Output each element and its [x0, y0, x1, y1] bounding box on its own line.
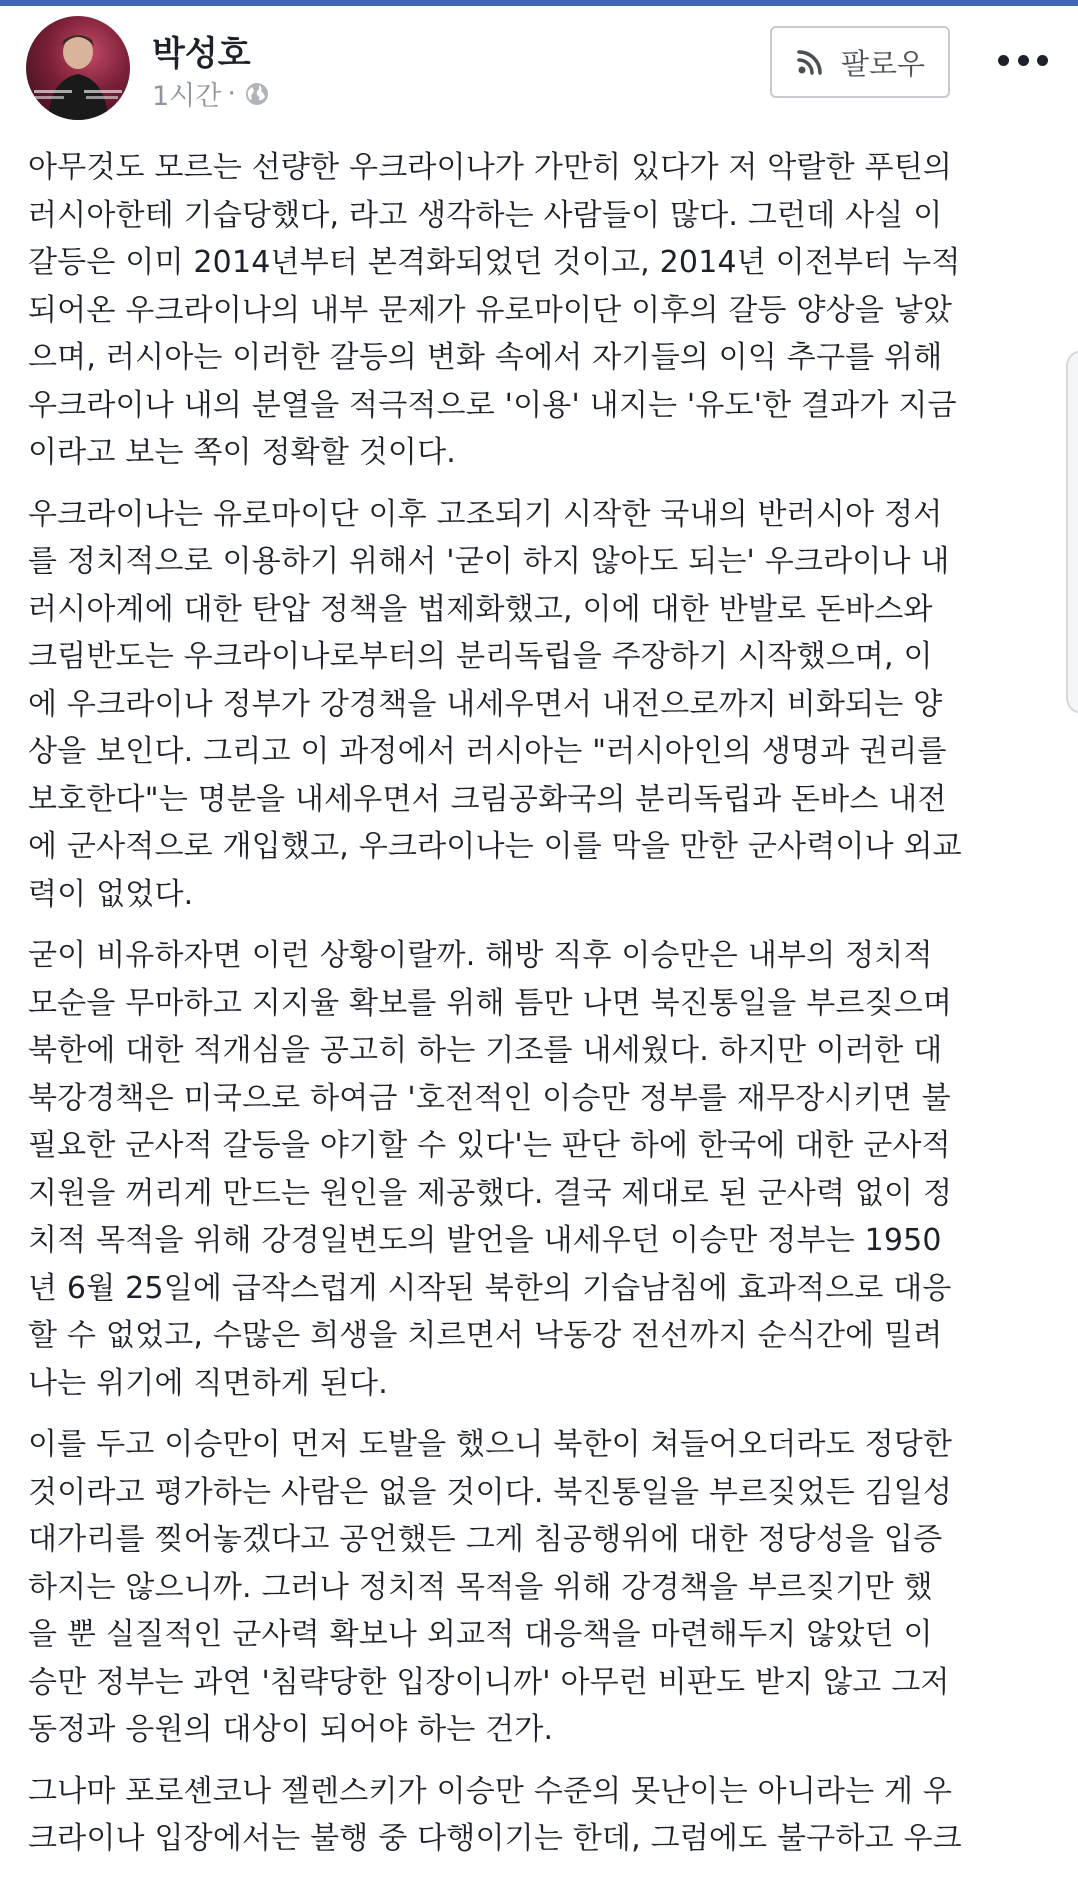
meta-separator: · — [227, 78, 236, 109]
more-dot — [1018, 55, 1029, 66]
post-header — [0, 6, 1078, 126]
post-paragraph-1: 아무것도 모르는 선량한 우크라이나가 가만히 있다가 저 악랄한 푸틴의 러시아한테 기습당했다, 라고 생각하는 사람들이 많다. 그런데 사실 이 갈등은 이미 2014년부터 본격화되었던 것이고, 2014년 이전부터 누적 되어온 우크라이나의 내부 문제가 유로마이단 이후의 갈등 양상을 낳았 으며, 러시아는 이러한 갈등의 변화 속에서 자기들의 이익 추구를 위해 우크라이나 내의 분열을 적극적으로 '이용' 내지는 '유도'한 결과가 지금 이라고 보는 쪽이 정확할 것이다. — [28, 150, 961, 470]
avatar[interactable] — [26, 16, 130, 120]
post-paragraph-5: 그나마 포로셴코나 젤렌스키가 이승만 수준의 못난이는 아니라는 게 우 크라이나 입장에서는 불행 중 다행이기는 한데, 그럼에도 불구하고 우크 — [28, 1773, 962, 1856]
more-dot — [998, 55, 1009, 66]
author-name[interactable]: 박성호 — [152, 34, 251, 74]
post-timestamp[interactable]: 1시간 — [152, 81, 222, 112]
post-meta — [152, 74, 270, 113]
post-paragraph-2: 우크라이나는 유로마이단 이후 고조되기 시작한 국내의 반러시아 정서 를 정치적으로 이용하기 위해서 '굳이 하지 않아도 되는' 우크라이나 내 러시아계에 대한 탄압 정책을 법제화했고, 이에 대한 반발로 돈바스와 크림반도는 우크라이나로부터의 분리독립을 주장하기 시작했으며, 이 에 우크라이나 정부가 강경책을 내세우면서 내전으로까지 비화되는 양 상을 보인다. 그리고 이 과정에서 러시아는 "러시아인의 생명과 권리를 보호한다"는 명분을 내세우면서 크림공화국의 분리독립과 돈바스 내전 에 군사적으로 개입했고, 우크라이나는 이를 막을 만한 군사력이나 외교 력이 없었다. — [28, 496, 962, 912]
post-body — [28, 144, 1058, 1877]
more-dot — [1037, 55, 1048, 66]
follow-button-label: 팔로우 — [840, 46, 926, 81]
post-paragraph-3: 굳이 비유하자면 이런 상황이랄까. 해방 직후 이승만은 내부의 정치적 모순을 무마하고 지지율 확보를 위해 틈만 나면 북진통일을 부르짖으며 북한에 대한 적개심을 공고히 하는 기조를 내세웠다. 하지만 이러한 대 북강경책은 미국으로 하여금 '호전적인 이승만 정부를 재무장시키면 불 필요한 군사적 갈등을 야기할 수 있다'는 판단 하에 한국에 대한 군사적 지원을 꺼리게 만드는 원인을 제공했다. 결국 제대로 된 군사력 없이 정 치적 목적을 위해 강경일변도의 발언을 내세우던 이승만 정부는 1950 년 6월 25일에 급작스럽게 시작된 북한의 기습남침에 효과적으로 대응 할 수 없었고, 수많은 희생을 치르면서 낙동강 전선까지 순식간에 밀려 나는 위기에 직면하게 된다. — [28, 938, 953, 1401]
follow-button[interactable] — [770, 26, 950, 98]
more-dots-icon[interactable] — [998, 50, 1048, 70]
scroll-indicator[interactable] — [1066, 350, 1078, 714]
post-paragraph-4: 이를 두고 이승만이 먼저 도발을 했으니 북한이 쳐들어오더라도 정당한 것이라고 평가하는 사람은 없을 것이다. 북진통일을 부르짖었든 김일성 대가리를 찢어놓겠다고 공언했든 그게 침공행위에 대한 정당성을 입증 하지는 않으니까. 그러나 정치적 목적을 위해 강경책을 부르짖기만 했 을 뿐 실질적인 군사력 확보나 외교적 대응책을 마련해두지 않았던 이 승만 정부는 과연 '침략당한 입장이니까' 아무런 비판도 받지 않고 그저 동정과 응원의 대상이 되어야 하는 건가. — [28, 1427, 953, 1747]
rss-icon — [795, 47, 825, 77]
globe-icon — [244, 81, 270, 107]
